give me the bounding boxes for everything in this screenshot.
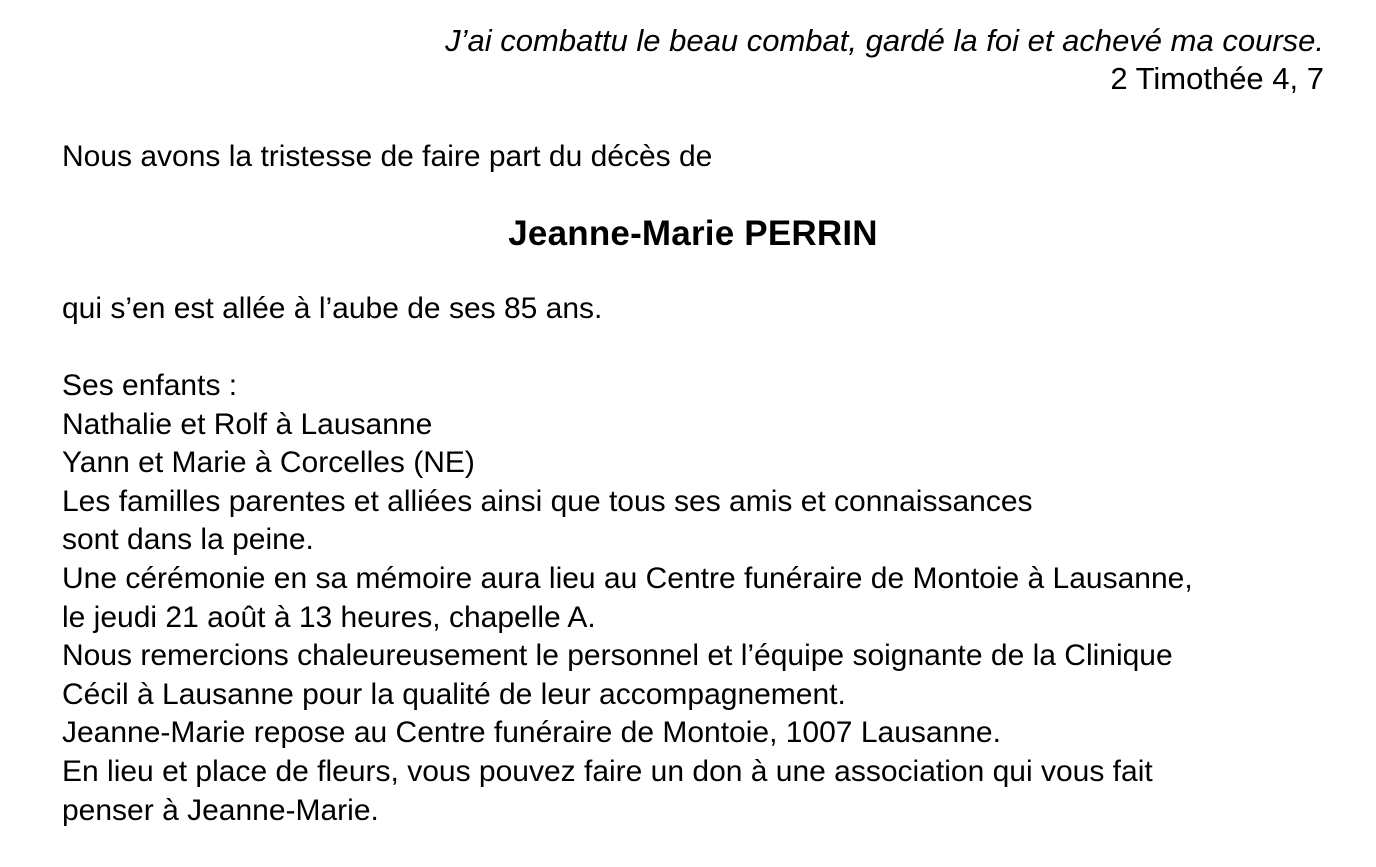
notice-body <box>62 367 1324 830</box>
body-line-families-1: Les familles parentes et alliées ainsi que tous ses amis et connaissances <box>62 484 1033 518</box>
epigraph-quote: J’ai combattu le beau combat, gardé la foi et achevé ma course. <box>445 23 1324 58</box>
body-line-child-2: Yann et Marie à Corcelles (NE) <box>62 446 475 480</box>
deceased-name: Jeanne-Marie PERRIN <box>508 214 878 253</box>
body-line-repose: Jeanne-Marie repose au Centre funéraire de Montoie, 1007 Lausanne. <box>62 716 1001 750</box>
epigraph <box>62 22 1324 98</box>
body-line-donation-1: En lieu et place de fleurs, vous pouvez faire un don à une association qui vous fait <box>62 754 1153 788</box>
body-line-ceremony-2: le jeudi 21 août à 13 heures, chapelle A. <box>62 600 596 634</box>
body-line-donation-2: penser à Jeanne-Marie. <box>62 793 379 827</box>
body-line-ceremony-1: Une cérémonie en sa mémoire aura lieu au Centre funéraire de Montoie à Lausanne, <box>62 561 1193 595</box>
body-line-families-2: sont dans la peine. <box>62 523 314 557</box>
age-line: qui s’en est allée à l’aube de ses 85 ans. <box>62 292 603 325</box>
body-line-children-heading: Ses enfants : <box>62 369 238 402</box>
body-line-child-1: Nathalie et Rolf à Lausanne <box>62 407 433 441</box>
intro-line: Nous avons la tristesse de faire part du décès de <box>62 140 713 173</box>
body-line-thanks-1: Nous remercions chaleureusement le personnel et l’équipe soignante de la Clinique <box>62 639 1173 673</box>
body-line-thanks-2: Cécil à Lausanne pour la qualité de leur accompagnement. <box>62 677 846 711</box>
epigraph-attribution: 2 Timothée 4, 7 <box>1110 61 1324 96</box>
